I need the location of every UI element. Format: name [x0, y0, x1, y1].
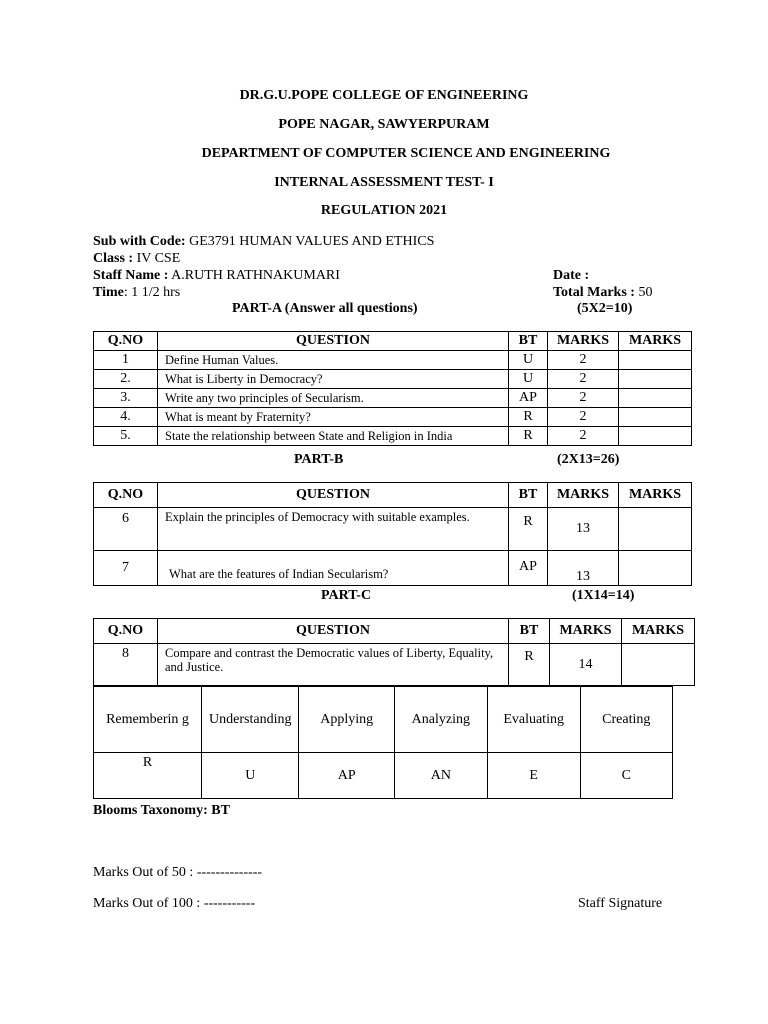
- part-b-scheme: (2X13=26): [557, 452, 620, 467]
- question-number: 5.: [94, 427, 158, 446]
- question-text: Write any two principles of Secularism.: [158, 389, 509, 408]
- staff-line: [93, 267, 340, 284]
- part-c-scheme: (1X14=14): [572, 588, 635, 603]
- blooms-level: Rememberin g: [94, 687, 202, 753]
- time-label: Time: [93, 285, 124, 300]
- question-number: 1: [94, 351, 158, 370]
- table-header-row: [94, 332, 692, 351]
- total-marks-label: Total Marks :: [553, 285, 635, 300]
- marks-awarded-cell: [619, 427, 692, 446]
- part-b-title: PART-B: [294, 452, 344, 467]
- blooms-code: E: [487, 753, 580, 799]
- marks-awarded-cell: [619, 389, 692, 408]
- total-marks-line: [553, 284, 652, 301]
- marks-awarded-cell: [619, 370, 692, 389]
- col-question: QUESTION: [158, 619, 509, 644]
- marks-value: 2: [548, 408, 619, 427]
- col-qno: Q.NO: [94, 332, 158, 351]
- part-a-table: [93, 331, 692, 446]
- marks-value: 13: [548, 508, 619, 551]
- part-a-title: PART-A (Answer all questions): [232, 301, 418, 316]
- table-row: [94, 408, 692, 427]
- table-row: [94, 427, 692, 446]
- total-marks-value: 50: [634, 285, 653, 300]
- blooms-caption: Blooms Taxonomy: BT: [93, 803, 230, 818]
- class-label: Class :: [93, 251, 134, 266]
- test-title: INTERNAL ASSESSMENT TEST- I: [274, 175, 494, 190]
- subject-line: [93, 233, 434, 250]
- marks-value: 2: [548, 351, 619, 370]
- subject-value: GE3791 HUMAN VALUES AND ETHICS: [185, 234, 435, 249]
- staff-signature: Staff Signature: [578, 896, 663, 911]
- col-question: QUESTION: [158, 332, 509, 351]
- blooms-level: Analyzing: [394, 687, 487, 753]
- marks-out-of-50: Marks Out of 50 : --------------: [93, 865, 263, 880]
- question-number: 6: [94, 508, 158, 551]
- question-number: 7: [94, 551, 158, 586]
- table-header-row: [94, 619, 695, 644]
- col-bt: BT: [509, 619, 550, 644]
- blooms-level: Understanding: [202, 687, 299, 753]
- question-text: What is meant by Fraternity?: [158, 408, 509, 427]
- staff-label: Staff Name :: [93, 268, 169, 283]
- blooms-levels-row: [94, 687, 673, 753]
- question-number: 3.: [94, 389, 158, 408]
- question-number: 8: [94, 644, 158, 686]
- col-marks-awarded: MARKS: [619, 483, 692, 508]
- blooms-level: Applying: [299, 687, 394, 753]
- marks-awarded-cell: [619, 551, 692, 586]
- blooms-level: Evaluating: [487, 687, 580, 753]
- blooms-code: AP: [299, 753, 394, 799]
- col-marks: MARKS: [548, 332, 619, 351]
- bt-level: R: [509, 408, 548, 427]
- table-row: [94, 644, 695, 686]
- college-address: POPE NAGAR, SAWYERPURAM: [278, 117, 490, 132]
- part-c-title: PART-C: [321, 588, 372, 603]
- question-text: What are the features of Indian Secularism?: [158, 551, 509, 586]
- table-row: [94, 508, 692, 551]
- col-marks: MARKS: [548, 483, 619, 508]
- bt-level: U: [509, 351, 548, 370]
- class-line: [93, 250, 180, 267]
- part-b-table: [93, 482, 692, 586]
- regulation: REGULATION 2021: [320, 203, 448, 218]
- col-bt: BT: [509, 332, 548, 351]
- col-qno: Q.NO: [94, 483, 158, 508]
- marks-value: 2: [548, 389, 619, 408]
- blooms-codes-row: [94, 753, 673, 799]
- table-row: [94, 551, 692, 586]
- table-row: [94, 370, 692, 389]
- marks-awarded-cell: [619, 508, 692, 551]
- col-marks-awarded: MARKS: [619, 332, 692, 351]
- marks-value: 14: [550, 644, 622, 686]
- col-question: QUESTION: [158, 483, 509, 508]
- class-value: IV CSE: [133, 251, 181, 266]
- question-number: 2.: [94, 370, 158, 389]
- bt-level: AP: [509, 389, 548, 408]
- part-a-scheme: (5X2=10): [577, 301, 633, 316]
- time-value: : 1 1/2 hrs: [123, 285, 181, 300]
- subject-label: Sub with Code:: [93, 234, 186, 249]
- bt-level: R: [509, 427, 548, 446]
- question-text: State the relationship between State and Religion in India: [158, 427, 509, 446]
- col-qno: Q.NO: [94, 619, 158, 644]
- marks-value: 2: [548, 370, 619, 389]
- marks-value: 13: [548, 551, 619, 586]
- date-label: Date :: [553, 268, 590, 283]
- department-name: DEPARTMENT OF COMPUTER SCIENCE AND ENGINEERING: [201, 146, 611, 161]
- question-text: Define Human Values.: [158, 351, 509, 370]
- col-marks-awarded: MARKS: [622, 619, 695, 644]
- bt-level: R: [509, 644, 550, 686]
- table-header-row: [94, 483, 692, 508]
- table-row: [94, 351, 692, 370]
- bt-level: AP: [509, 551, 548, 586]
- blooms-level: Creating: [580, 687, 672, 753]
- marks-awarded-cell: [619, 408, 692, 427]
- question-text: What is Liberty in Democracy?: [158, 370, 509, 389]
- time-line: [93, 284, 180, 301]
- table-row: [94, 389, 692, 408]
- question-text: Explain the principles of Democracy with suitable examples.: [158, 508, 509, 551]
- marks-awarded-cell: [622, 644, 695, 686]
- blooms-code: AN: [394, 753, 487, 799]
- marks-out-of-100: Marks Out of 100 : -----------: [93, 896, 256, 911]
- marks-awarded-cell: [619, 351, 692, 370]
- question-number: 4.: [94, 408, 158, 427]
- marks-value: 2: [548, 427, 619, 446]
- bt-level: R: [509, 508, 548, 551]
- question-text: Compare and contrast the Democratic values of Liberty, Equality, and Justice.: [158, 644, 509, 686]
- staff-value: A.RUTH RATHNAKUMARI: [168, 268, 340, 283]
- col-marks: MARKS: [550, 619, 622, 644]
- bt-level: U: [509, 370, 548, 389]
- part-c-table: [93, 618, 695, 686]
- blooms-code: R: [94, 753, 202, 799]
- college-name: DR.G.U.POPE COLLEGE OF ENGINEERING: [239, 88, 529, 103]
- blooms-code: C: [580, 753, 672, 799]
- blooms-taxonomy-table: [93, 686, 673, 799]
- col-bt: BT: [509, 483, 548, 508]
- blooms-code: U: [202, 753, 299, 799]
